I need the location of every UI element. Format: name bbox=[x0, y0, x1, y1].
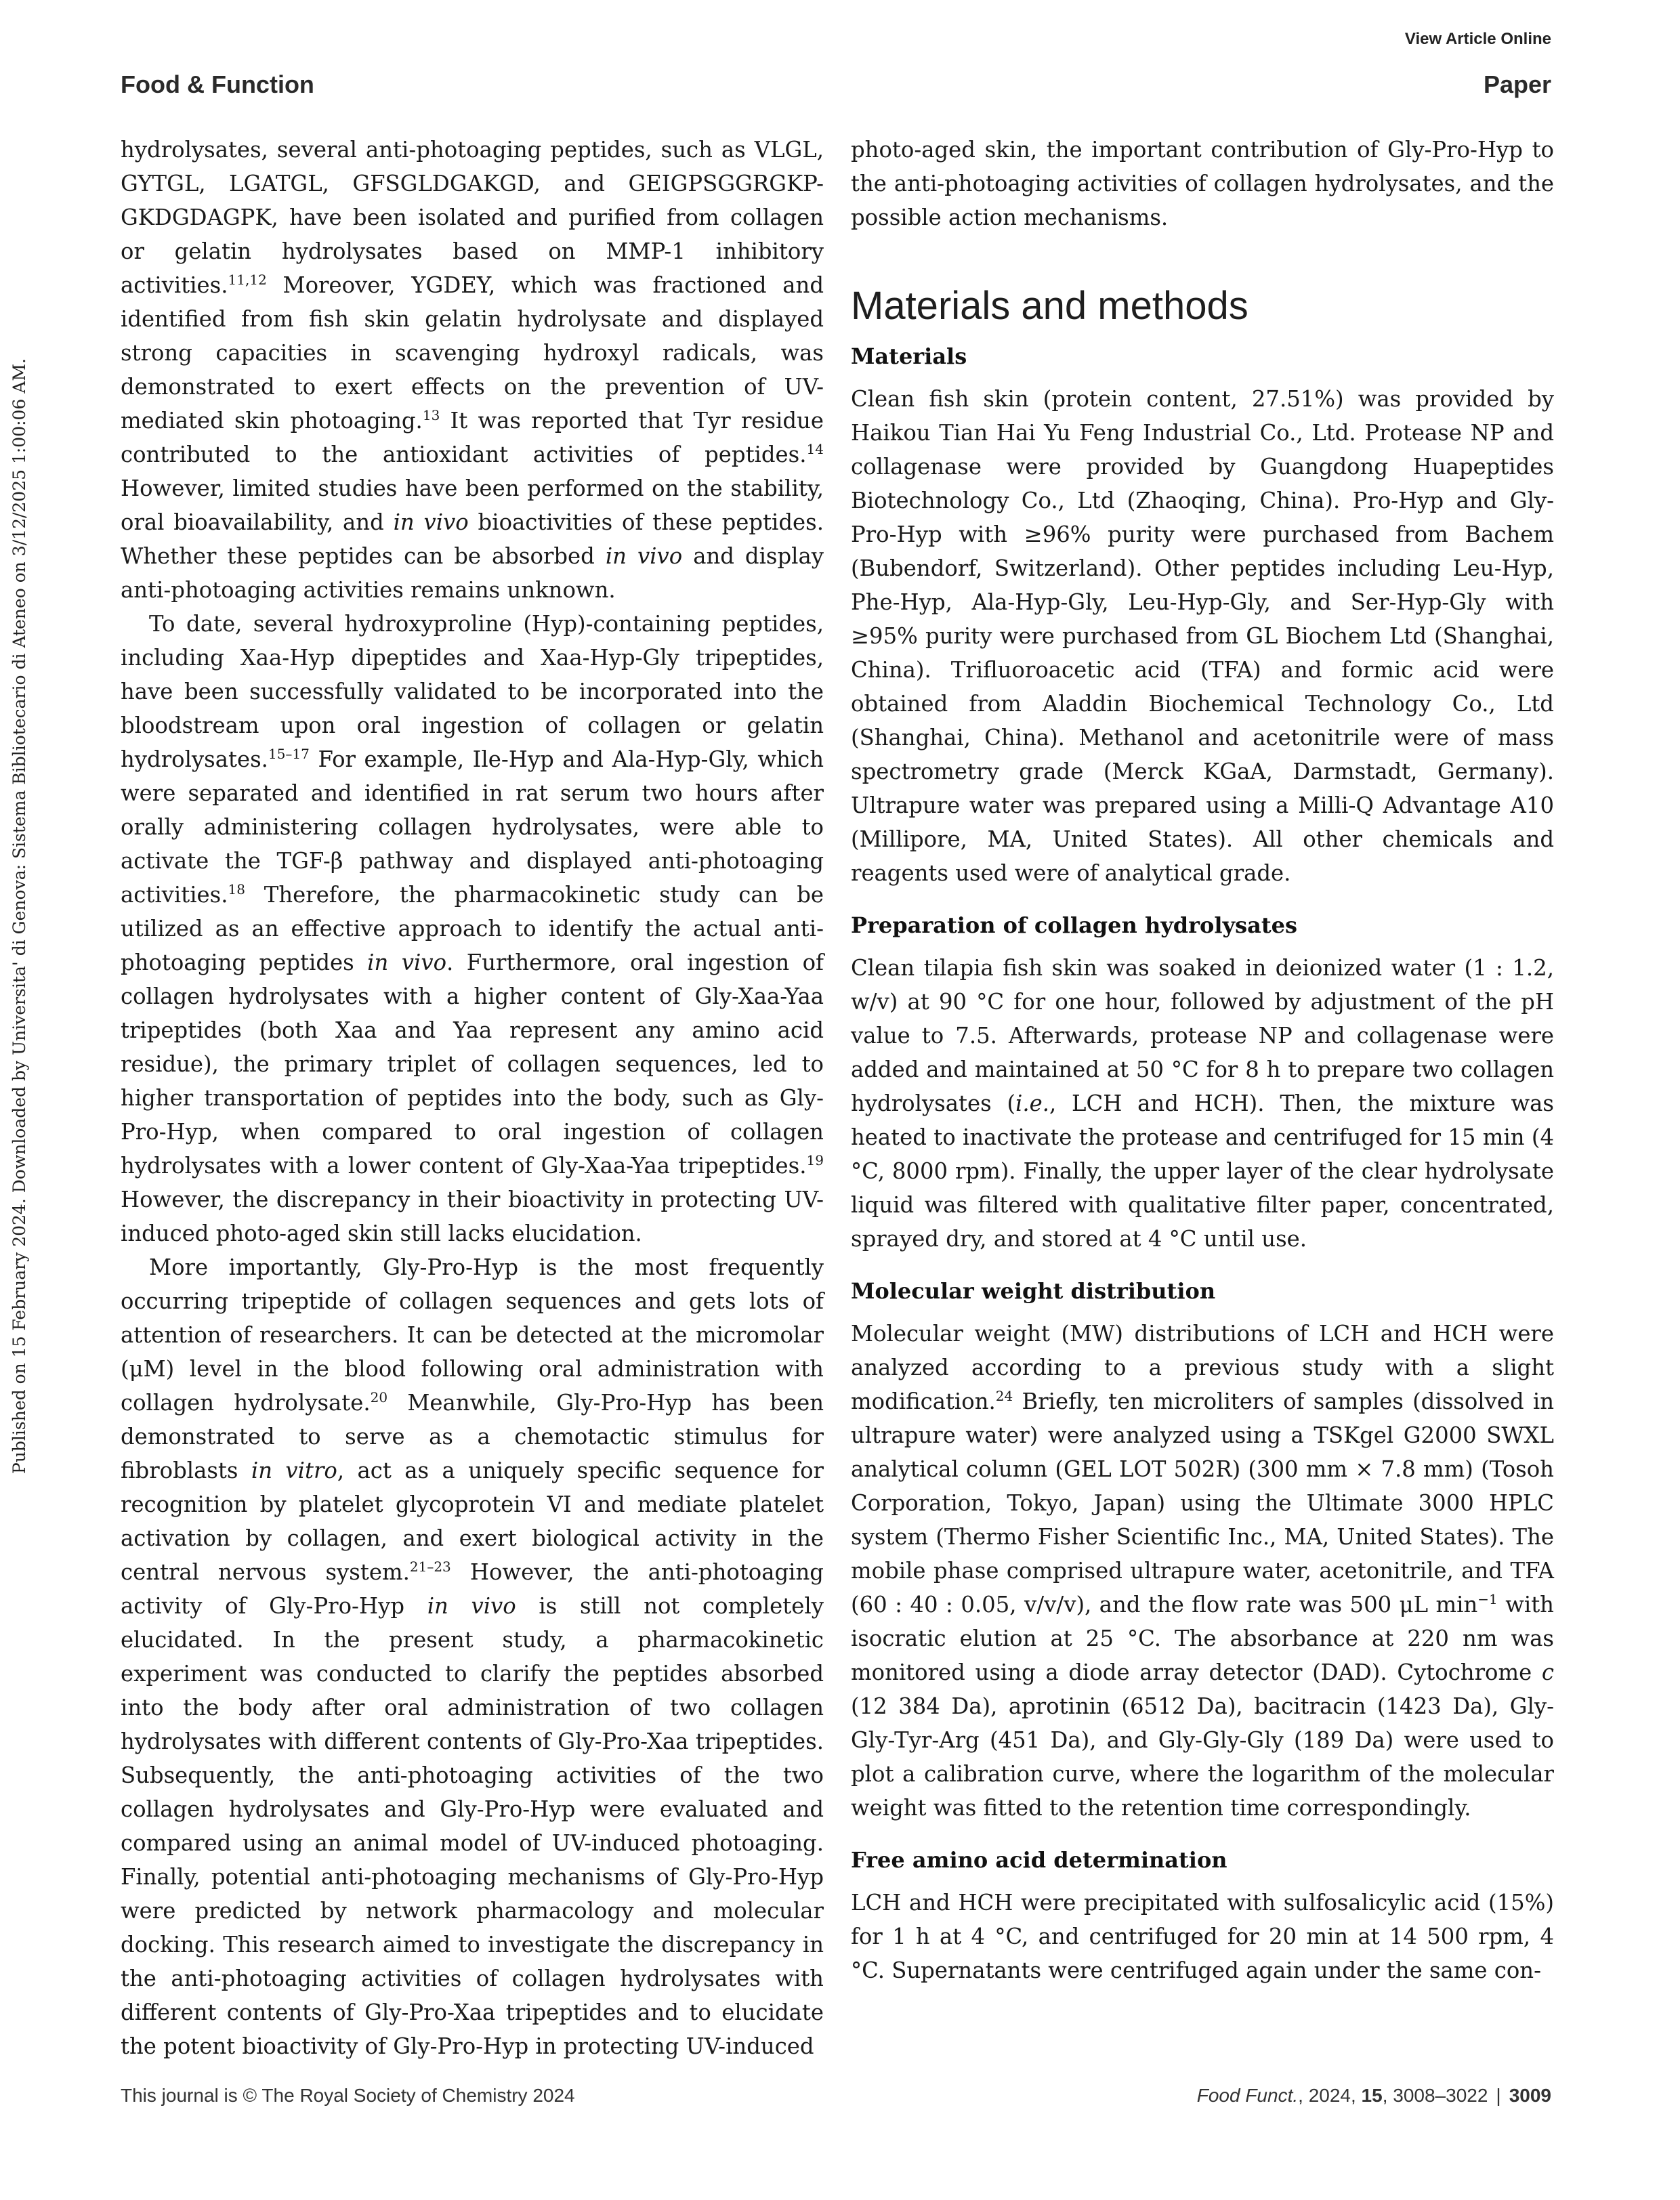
footer-comma: , bbox=[1298, 2085, 1309, 2106]
body-paragraph: More importantly, Gly-Pro-Hyp is the most frequently occurring tripeptide of collagen sequences and gets lots of attention of researchers. It can be detected at the micromolar (μM) level in the blood following oral administration with collagen hydrolysate.$^{20}$ Meanwhile, Gly-Pro-Hyp has been demonstrated to serve as a chemotactic stimulus for fibroblasts in vitro, act as a uniquely specific sequence for recognition by platelet glycoprotein VI and mediate platelet activation by collagen, and exert biological activity in the central nervous system.$^{21-23}$ However, the anti-photoaging activity of Gly-Pro-Hyp in vivo is still not completely elucidated. In the present study, a pharmacokinetic experiment was conducted to clarify the peptides absorbed into the body after oral administration of two collagen hydrolysates with different contents of Gly-Pro-Xaa tripeptides. Subsequently, the anti-photoaging activities of the two collagen hydrolysates and Gly-Pro-Hyp were evaluated and compared using an animal model of UV-induced photoaging. Finally, potential anti-photoaging mechanisms of Gly-Pro-Hyp were predicted by network pharmacology and molecular docking. This research aimed to investigate the discrepancy in the anti-photoaging activities of collagen hydrolysates with different contents of Gly-Pro-Xaa tripeptides and to elucidate the potent bioactivity of Gly-Pro-Hyp in protecting UV-induced bbox=[121, 1254, 824, 2059]
footer-copyright: This journal is © The Royal Society of Chemistry 2024 bbox=[121, 2085, 575, 2106]
footer-year: 2024 bbox=[1308, 2085, 1351, 2106]
view-article-online-link[interactable]: View Article Online bbox=[1404, 30, 1551, 48]
body-paragraph: Clean tilapia fish skin was soaked in deionized water (1 : 1.2, w/v) at 90 °C for one hour, followed by adjustment of the pH value to 7.5. Afterwards, protease NP and collagenase were added and maintained at 50 °C for 8 h to prepare two collagen hydrolysates (i.e., LCH and HCH). Then, the mixture was heated to inactivate the protease and centrifuged for 15 min (4 °C, 8000 rpm). Finally, the upper layer of the clear hydrolysate liquid was filtered with qualitative filter paper, concentrated, sprayed dry, and stored at 4 °C until use. bbox=[851, 955, 1554, 1252]
spacer bbox=[851, 371, 1554, 382]
footer-page-number: 3009 bbox=[1509, 2085, 1551, 2106]
spacer bbox=[851, 1306, 1554, 1317]
right-column bbox=[851, 133, 1554, 1987]
spacer bbox=[851, 940, 1554, 951]
spacer bbox=[851, 890, 1554, 910]
subsection-heading: Molecular weight distribution bbox=[851, 1278, 1216, 1304]
spacer bbox=[851, 1825, 1554, 1845]
body-paragraph: Clean fish skin (protein content, 27.51%) was provided by Haikou Tian Hai Yu Feng Industrial Co., Ltd. Protease NP and collagenase were provided by Guangdong Huapeptides Biotechnology Co., Ltd (Zhaoqing, China). Pro-Hyp and Gly-Pro-Hyp with ≥96% purity were purchased from Bachem (Bubendorf, Switzerland). Other peptides including Leu-Hyp, Phe-Hyp, Ala-Hyp-Gly, Leu-Hyp-Gly, and Ser-Hyp-Gly with ≥95% purity were purchased from GL Biochem Ltd (Shanghai, China). Trifluoroacetic acid (TFA) and formic acid were obtained from Aladdin Biochemical Technology Co., Ltd (Shanghai, China). Methanol and acetonitrile were of mass spectrometry grade (Merck KGaA, Darmstadt, Germany). Ultrapure water was prepared using a Milli-Q Advantage A10 (Millipore, MA, United States). All other chemicals and reagents used were of analytical grade. bbox=[851, 386, 1554, 886]
spacer bbox=[851, 1875, 1554, 1886]
subsection-heading: Free amino acid determination bbox=[851, 1847, 1227, 1873]
section-heading: Materials and methods bbox=[851, 284, 1248, 328]
spacer bbox=[851, 328, 1554, 341]
publication-side-note: Published on 15 February 2024. Downloaded by Universita' di Genova: Sistema Bibliotecario di Ateneo on 3/12/2025 1:00:06 AM. bbox=[9, 358, 29, 1474]
footer-citation bbox=[1197, 2085, 1551, 2107]
footer-comma: , bbox=[1382, 2085, 1393, 2106]
body-paragraph: hydrolysates, several anti-photoaging peptides, such as VLGL, GYTGL, LGATGL, GFSGLDGAKGD, and GEIGPSGGRGKP-GKDGDAGPK, have been isolated and purified from collagen or gelatin hydrolysates based on MMP-1 inhibitory activities.$^{11,12}$ Moreover, YGDEY, which was fractioned and identified from fish skin gelatin hydrolysate and displayed strong capacities in scavenging hydroxyl radicals, was demonstrated to exert effects on the prevention of UV-mediated skin photoaging.$^{13}$ It was reported that Tyr residue contributed to the antioxidant activities of peptides.$^{14}$ However, limited studies have been performed on the stability, oral bioavailability, and in vivo bioactivities of these peptides. Whether these peptides can be absorbed in vivo and display anti-photoaging activities remains unknown. bbox=[121, 137, 824, 603]
left-column bbox=[121, 133, 824, 2063]
body-paragraph: LCH and HCH were precipitated with sulfosalicylic acid (15%) for 1 h at 4 °C, and centrifuged for 20 min at 14 500 rpm, 4 °C. Supernatants were centrifuged again under the same con- bbox=[851, 1890, 1554, 1983]
body-paragraph: photo-aged skin, the important contribution of Gly-Pro-Hyp to the anti-photoaging activities of collagen hydrolysates, and the possible action mechanisms. bbox=[851, 137, 1554, 230]
spacer bbox=[851, 1256, 1554, 1276]
footer-volume: 15 bbox=[1361, 2085, 1383, 2106]
spacer bbox=[851, 234, 1554, 284]
body-paragraph: To date, several hydroxyproline (Hyp)-containing peptides, including Xaa-Hyp dipeptides and Xaa-Hyp-Gly tripeptides, have been successfully validated to be incorporated into the bloodstream upon oral ingestion of collagen or gelatin hydrolysates.$^{15-17}$ For example, Ile-Hyp and Ala-Hyp-Gly, which were separated and identified in rat serum two hours after orally administering collagen hydrolysates, were able to activate the TGF-β pathway and displayed anti-photoaging activities.$^{18}$ Therefore, the pharmacokinetic study can be utilized as an effective approach to identify the actual anti-photoaging peptides in vivo. Furthermore, oral ingestion of collagen hydrolysates with a higher content of Gly-Xaa-Yaa tripeptides (both Xaa and Yaa represent any amino acid residue), the primary triplet of collagen sequences, led to higher transportation of peptides into the body, such as Gly-Pro-Hyp, when compared to oral ingestion of collagen hydrolysates with a lower content of Gly-Xaa-Yaa tripeptides.$^{19}$ However, the discrepancy in their bioactivity in protecting UV-induced photo-aged skin still lacks elucidation. bbox=[121, 611, 824, 1246]
article-type-header: Paper bbox=[1483, 70, 1551, 98]
journal-name-header: Food & Function bbox=[121, 70, 314, 98]
subsection-heading: Materials bbox=[851, 343, 967, 369]
side-note-container bbox=[5, 200, 35, 1474]
body-paragraph: Molecular weight (MW) distributions of LCH and HCH were analyzed according to a previous study with a slight modification.$^{24}$ Briefly, ten microliters of samples (dissolved in ultrapure water) were analyzed using a TSKgel G2000 SWXL analytical column (GEL LOT 502R) (300 mm × 7.8 mm) (Tosoh Corporation, Tokyo, Japan) using the Ultimate 3000 HPLC system (Thermo Fisher Scientific Inc., MA, United States). The mobile phase comprised ultrapure water, acetonitrile, and TFA (60 : 40 : 0.05, v/v/v), and the flow rate was 500 μL $\min^{-1}$ with isocratic elution at 25 °C. The absorbance at 220 nm was monitored using a diode array detector (DAD). Cytochrome c (12 384 Da), aprotinin (6512 Da), bacitracin (1423 Da), Gly-Gly-Tyr-Arg (451 Da), and Gly-Gly-Gly (189 Da) were used to plot a calibration curve, where the logarithm of the molecular weight was fitted to the retention time correspondingly. bbox=[851, 1321, 1554, 1821]
footer-comma: , bbox=[1350, 2085, 1362, 2106]
subsection-heading: Preparation of collagen hydrolysates bbox=[851, 912, 1298, 938]
footer-pages: 3008–3022 bbox=[1393, 2085, 1488, 2106]
footer-journal-abbr: Food Funct. bbox=[1196, 2085, 1299, 2106]
footer-separator: | bbox=[1496, 2085, 1501, 2106]
